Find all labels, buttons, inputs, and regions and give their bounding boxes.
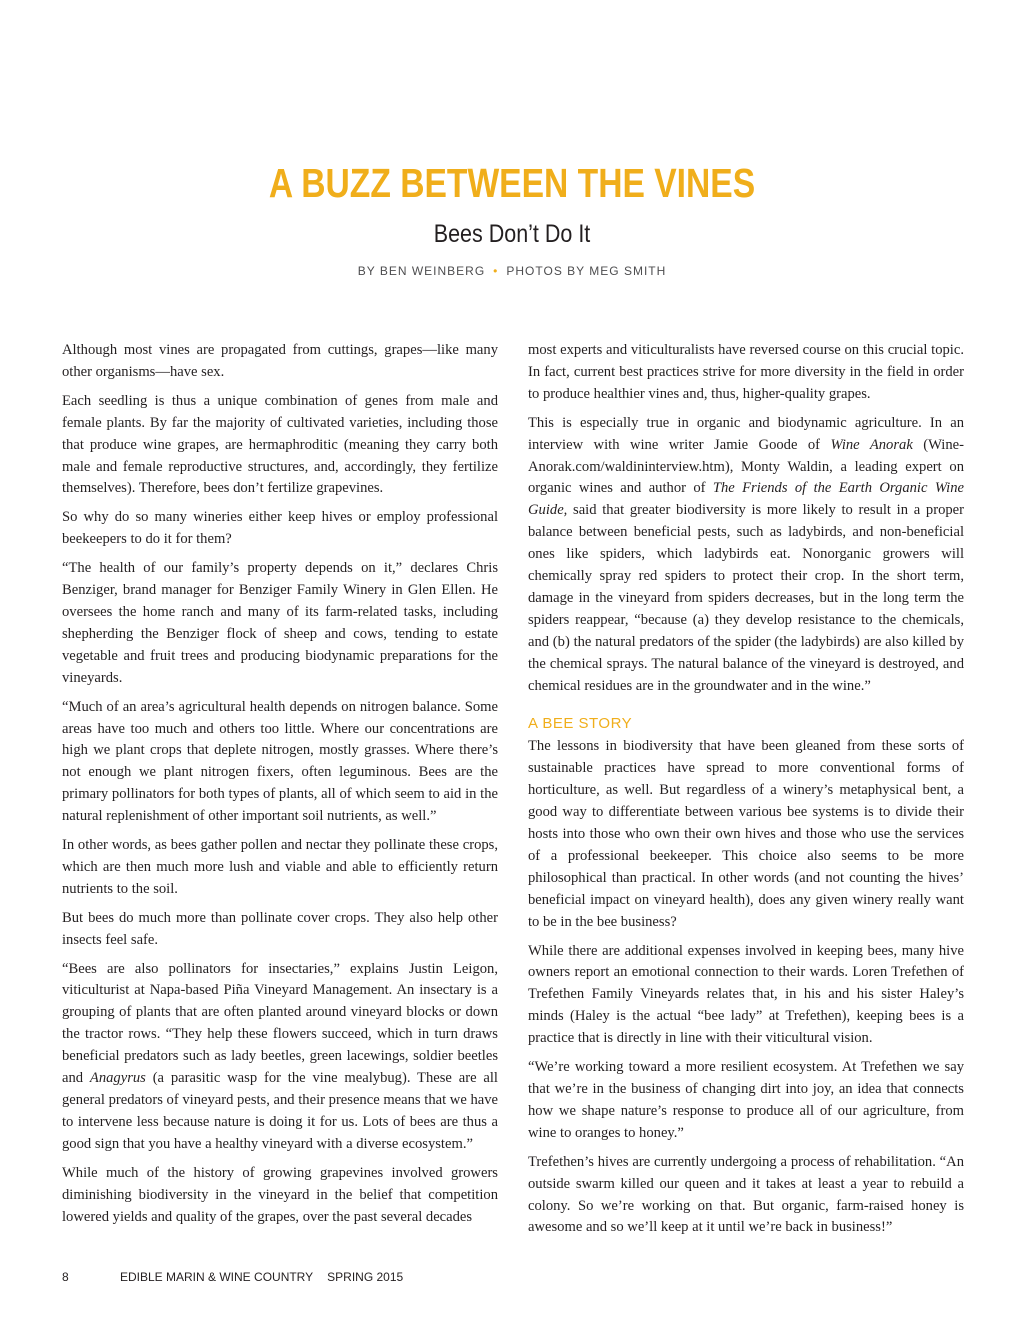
paragraph-text: (Wine-Anorak.com/waldininterview.htm), Monty Waldin, a leading expert on organic wines and author of	[528, 436, 964, 497]
byline-author: BY BEN WEINBERG	[357, 264, 486, 278]
italic-book-title: The Friends of the Earth Organic Wine Guide,	[528, 480, 965, 519]
paragraph-text: (a parasitic wasp for the vine mealybug). These are all general predators of vineyard pests, and their presence means that we have to intervene less because nature is doing it for us. Lots of bees are thus a good sign that you have a healthy vineyard with a diverse ecosystem.”	[62, 1070, 499, 1152]
paragraph: But bees do much more than pollinate cover crops. They also help other insects feel safe.	[62, 909, 498, 948]
paragraph: While much of the history of growing grapevines involved growers diminishing biodiversity in the vineyard in the belief that competition lowered yields and quality of the grapes, over the past several decades	[62, 1164, 498, 1225]
paragraph: “We’re working toward a more resilient ecosystem. At Trefethen we say that we’re in the business of changing dirt into joy, an idea that connects how we shape nature’s response to produce all of our agriculture, from wine to oranges to honey.”	[528, 1059, 964, 1141]
paragraph: Trefethen’s hives are currently undergoing a process of rehabilitation. “An outside swarm killed our queen and it takes at least a year to rebuild a colony. So we’re working on that. But organic, farm-raised honey is awesome and so we’ll keep at it until we’re back in business!”	[528, 1153, 964, 1236]
paragraph: So why do so many wineries either keep hives or employ professional beekeepers to do it for them?	[62, 509, 498, 548]
paragraph: The lessons in biodiversity that have been gleaned from these sorts of sustainable practices have spread to more conventional forms of horticulture, as well. But regardless of a winery’s metaphysical bent, a good way to differentiate between various bee systems is to divide their hosts into those who own their own hives and those who use the services of a professional beekeeper. This choice also seems to be more philosophical than practical. In other words (and not counting the hives’ beneficial impact on vineyard health), does any given winery really want to be in the bee business?	[528, 738, 964, 930]
paragraph: While there are additional expenses involved in keeping bees, many hive owners report an emotional connection to their wards. Loren Trefethen of Trefethen Family Vineyards relates that, in his and his sister Haley’s minds (Haley is the actual “bee lady” at Trefethen), keeping bees is a practice that is directly in line with their viticultural vision.	[528, 942, 964, 1047]
article-subtitle: Bees Don’t Do It	[433, 220, 591, 248]
paragraph-text: said that greater biodiversity is more likely to result in a proper balance between beneficial pests, such as ladybirds, and non-beneficial ones like spiders, which ladybirds eat. Nonorganic growers will chemically spray red spiders to protect their crop. In the short term, damage in the vineyard from spiders decreases, but in the long term the spiders reappear, “because (a) they develop resistance to the chemicals, and (b) the natural predators of the spider (the ladybirds) are also killed by the chemical sprays. The natural balance of the vineyard is destroyed, and chemical residues are in the groundwater and in the wine.”	[528, 502, 964, 694]
article-title: A BUZZ BETWEEN THE VINES	[268, 160, 756, 206]
paragraph: Although most vines are propagated from cuttings, grapes—like many other organisms—have sex.	[62, 342, 498, 380]
paragraph: most experts and viticulturalists have reversed course on this crucial topic. In fact, current best practices strive for more diversity in the field in order to produce healthier vines and, thus, higher-quality grapes.	[528, 342, 964, 402]
left-column	[62, 340, 498, 1235]
page-number: 8	[62, 1270, 69, 1284]
section-heading: A BEE STORY	[528, 714, 633, 732]
magazine-name: EDIBLE MARIN & WINE COUNTRY	[120, 1270, 314, 1284]
italic-species: Anagyrus	[89, 1070, 146, 1087]
paragraph-text: This is especially true in organic and biodynamic agriculture. In an interview with wine writer Jamie Goode of	[528, 414, 964, 453]
paragraph: “The health of our family’s property depends on it,” declares Chris Benziger, brand manager for Benziger Family Winery in Glen Ellen. He oversees the home ranch and many of its farm-related tasks, including shepherding the Benziger flock of sheep and cows, tending to estate vegetable and fruit trees and producing biodynamic preparations for the vineyards.	[62, 560, 498, 686]
byline-separator: •	[493, 264, 499, 278]
byline-photos: PHOTOS BY MEG SMITH	[506, 264, 667, 278]
paragraph: “Much of an area’s agricultural health depends on nitrogen balance. Some areas have too much and others too little. Where our concentrations are high we plant crops that deplete nitrogen, mostly grasses. Where there’s not enough we plant nitrogen fixers, often leguminous. Bees are the primary pollinators for both types of plants, all of which seem to aid in the natural replenishment of other important soil nutrients, as well.”	[62, 698, 498, 825]
paragraph	[528, 413, 964, 698]
italic-publication: Wine Anorak	[830, 436, 913, 453]
paragraph-text: “Bees are also pollinators for insectaries,” explains Justin Leigon, viticulturist at Napa-based Piña Vineyard Management. An insectary is a grouping of plants that are often planted around vineyard blocks or down the tractor rows. “They help these flowers succeed, which in turn draws beneficial predators such as lady beetles, green lacewings, soldier beetles and	[62, 960, 498, 1087]
right-column	[528, 340, 964, 1246]
paragraph: Each seedling is thus a unique combination of genes from male and female plants. By far the majority of cultivated varieties, including those that produce wine grapes, are hermaphroditic (meaning they carry both male and female reproductive structures, and, accordingly, they fertilize themselves). Therefore, bees don’t fertilize grapevines.	[62, 392, 498, 497]
byline	[0, 264, 1024, 278]
paragraph: In other words, as bees gather pollen and nectar they pollinate these crops, which are then much more lush and viable and able to efficiently return nutrients to the soil.	[62, 837, 498, 897]
paragraph	[62, 959, 498, 1156]
issue-date: SPRING 2015	[327, 1270, 404, 1284]
page-footer	[62, 1270, 403, 1284]
